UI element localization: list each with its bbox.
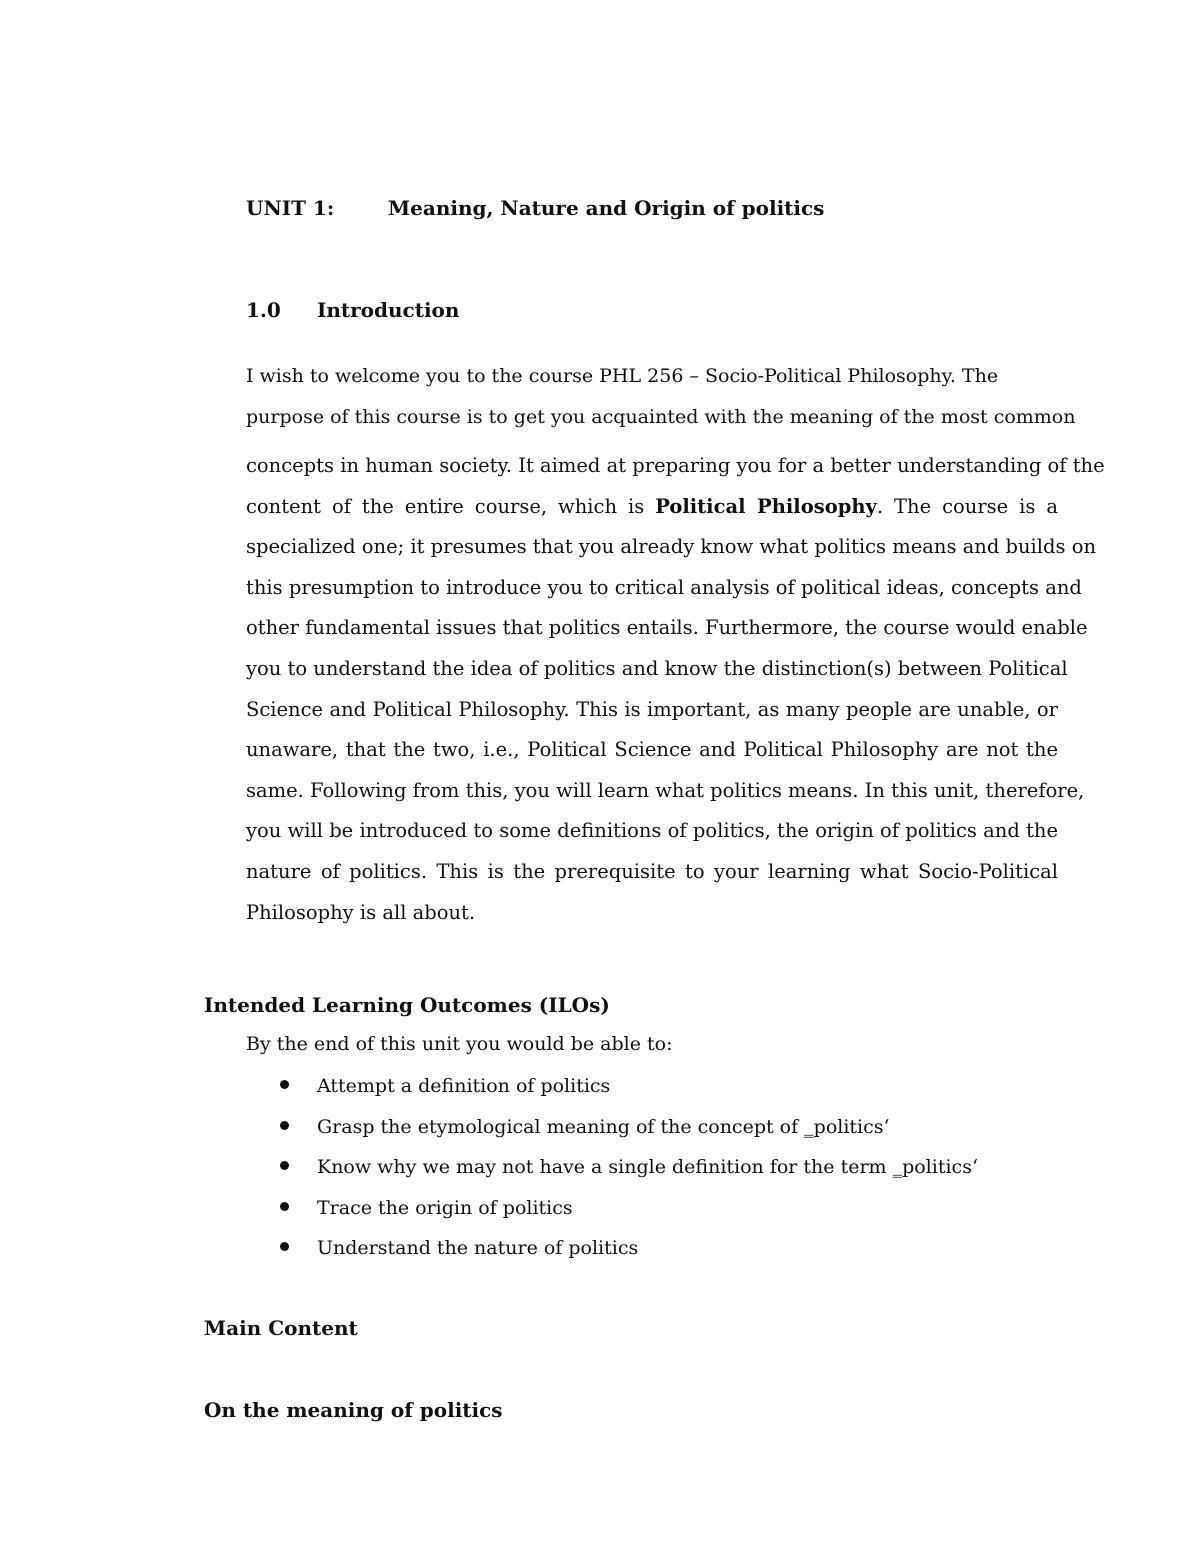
intro-line: you to understand the idea of politics and know the distinction(s) between Political [246,656,1068,680]
intro-paragraph-body [246,446,1105,933]
intro-line: purpose of this course is to get you acquainted with the meaning of the most common [246,406,1076,428]
bullet-icon [280,1080,289,1089]
ilo-item-text: Know why we may not have a single definition for the term ‗politics‘ [317,1156,978,1178]
intro-line: other fundamental issues that politics entails. Furthermore, the course would enable [246,616,1088,640]
intro-line: same. Following from this, you will learn what politics means. In this unit, therefore, [246,778,1085,802]
intro-text: . The course is a [876,494,1058,518]
intro-line: I wish to welcome you to the course PHL 256 – Socio-Political Philosophy. The [246,365,999,387]
intro-line: specialized one; it presumes that you already know what politics means and builds on [246,535,1097,559]
ilo-item-text: Trace the origin of politics [317,1196,573,1219]
intro-paragraph-opening [246,356,1076,438]
meaning-of-politics-heading: On the meaning of politics [204,1398,503,1422]
unit-title: Meaning, Nature and Origin of politics [388,196,825,220]
intro-line: you will be introduced to some definitions of politics, the origin of politics and the [246,819,1058,843]
intro-line-with-emphasis [246,487,1058,528]
bullet-icon [280,1202,289,1211]
intro-text: content of the entire course, which is [246,494,656,518]
bullet-icon [280,1121,289,1130]
main-content-heading: Main Content [204,1316,358,1340]
section-title: Introduction [317,298,460,322]
ilo-intro: By the end of this unit you would be able to: [246,1033,673,1055]
intro-line: Philosophy is all about. [246,900,476,924]
ilo-item-text: Understand the nature of politics [317,1237,639,1259]
intro-line: this presumption to introduce you to critical analysis of political ideas, concepts and [246,575,1082,599]
ilo-heading: Intended Learning Outcomes (ILOs) [204,993,610,1017]
bullet-icon [280,1161,289,1170]
bullet-icon [280,1242,289,1251]
intro-line: Science and Political Philosophy. This is important, as many people are unable, or [246,697,1058,721]
intro-line: nature of politics. This is the prerequisite to your learning what Socio-Political [246,859,1058,883]
unit-number: UNIT 1: [246,196,335,220]
section-number: 1.0 [246,298,281,322]
ilo-item-text: Grasp the etymological meaning of the concept of ‗politics‘ [317,1115,890,1138]
ilo-item-text: Attempt a definition of politics [317,1075,611,1097]
intro-line: unaware, that the two, i.e., Political Science and Political Philosophy are not the [246,738,1058,762]
course-name-emphasis: Political Philosophy [655,494,877,518]
intro-line: concepts in human society. It aimed at preparing you for a better understanding of the [246,454,1105,477]
